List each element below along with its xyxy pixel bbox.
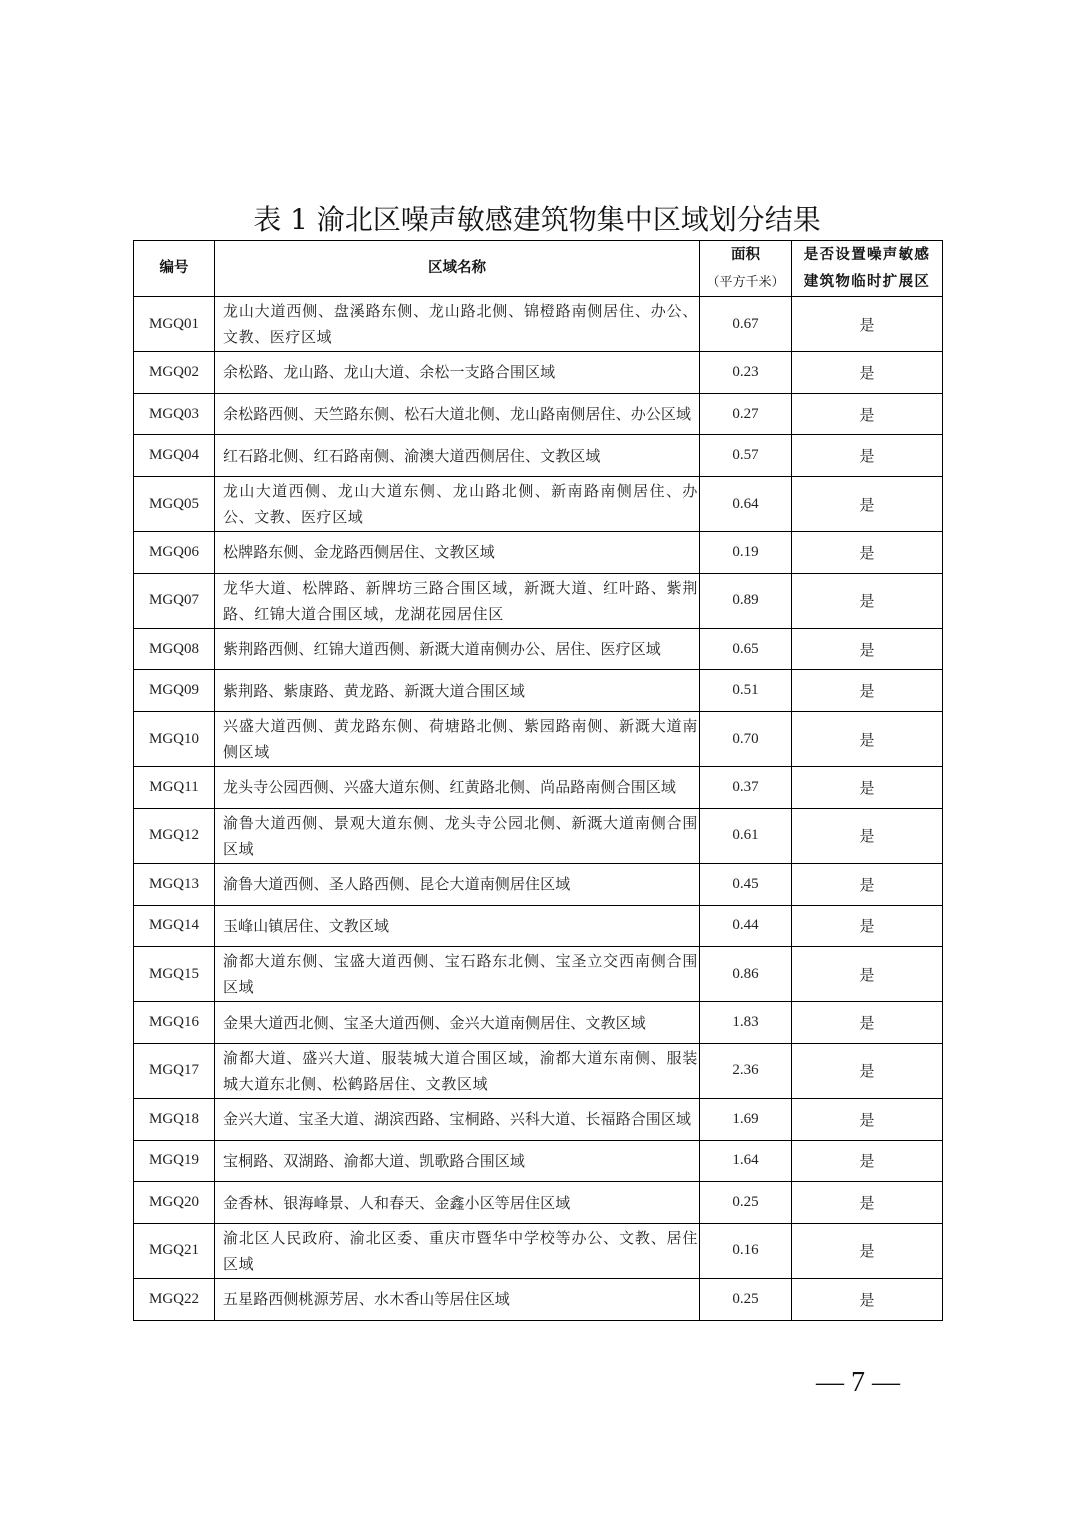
region-id-cell: MGQ20 <box>134 1182 215 1224</box>
table-row <box>134 1223 943 1278</box>
area-cell: 0.37 <box>700 767 792 809</box>
table-row <box>134 1182 943 1224</box>
table-row <box>134 573 943 628</box>
area-cell: 0.57 <box>700 435 792 477</box>
area-cell: 0.27 <box>700 393 792 435</box>
area-cell: 0.51 <box>700 670 792 712</box>
extension-flag-cell: 是 <box>792 905 943 947</box>
area-cell: 0.70 <box>700 712 792 767</box>
extension-flag-cell: 是 <box>792 1002 943 1044</box>
header-extension: 是否设置噪声敏感建筑物临时扩展区 <box>792 241 943 297</box>
table-row <box>134 1098 943 1140</box>
area-cell: 0.61 <box>700 808 792 863</box>
area-cell: 0.64 <box>700 477 792 532</box>
region-name-cell: 玉峰山镇居住、文教区域 <box>215 905 700 947</box>
extension-flag-cell: 是 <box>792 477 943 532</box>
area-cell: 2.36 <box>700 1043 792 1098</box>
area-cell: 1.64 <box>700 1140 792 1182</box>
region-id-cell: MGQ14 <box>134 905 215 947</box>
extension-flag-cell: 是 <box>792 947 943 1002</box>
region-name-cell: 龙山大道西侧、龙山大道东侧、龙山路北侧、新南路南侧居住、办公、文教、医疗区域 <box>215 477 700 532</box>
extension-flag-cell: 是 <box>792 1278 943 1320</box>
region-id-cell: MGQ17 <box>134 1043 215 1098</box>
area-cell: 0.19 <box>700 532 792 574</box>
table-row <box>134 767 943 809</box>
extension-flag-cell: 是 <box>792 1182 943 1224</box>
table-row <box>134 863 943 905</box>
region-id-cell: MGQ08 <box>134 628 215 670</box>
region-name-cell: 渝都大道、盛兴大道、服装城大道合围区域，渝都大道东南侧、服装城大道东北侧、松鹤路居住、文教区域 <box>215 1043 700 1098</box>
region-id-cell: MGQ05 <box>134 477 215 532</box>
region-id-cell: MGQ12 <box>134 808 215 863</box>
area-cell: 0.67 <box>700 297 792 352</box>
table-row <box>134 628 943 670</box>
region-id-cell: MGQ07 <box>134 573 215 628</box>
extension-flag-cell: 是 <box>792 393 943 435</box>
region-name-cell: 龙头寺公园西侧、兴盛大道东侧、红黄路北侧、尚品路南侧合围区域 <box>215 767 700 809</box>
header-area-unit: （平方千米） <box>706 274 785 290</box>
region-id-cell: MGQ18 <box>134 1098 215 1140</box>
table-row <box>134 905 943 947</box>
extension-flag-cell: 是 <box>792 808 943 863</box>
zone-table <box>133 240 943 1321</box>
table-body <box>134 297 943 1321</box>
region-name-cell: 金兴大道、宝圣大道、湖滨西路、宝桐路、兴科大道、长福路合围区域 <box>215 1098 700 1140</box>
region-id-cell: MGQ16 <box>134 1002 215 1044</box>
region-name-cell: 紫荆路、紫康路、黄龙路、新溉大道合围区域 <box>215 670 700 712</box>
table-row <box>134 1043 943 1098</box>
header-name: 区域名称 <box>215 241 700 297</box>
table-row <box>134 808 943 863</box>
region-id-cell: MGQ03 <box>134 393 215 435</box>
table-row <box>134 532 943 574</box>
area-cell: 0.23 <box>700 352 792 394</box>
table-header <box>134 241 943 297</box>
region-name-cell: 金果大道西北侧、宝圣大道西侧、金兴大道南侧居住、文教区域 <box>215 1002 700 1044</box>
table-row <box>134 352 943 394</box>
table-row <box>134 1002 943 1044</box>
region-id-cell: MGQ21 <box>134 1223 215 1278</box>
area-cell: 0.89 <box>700 573 792 628</box>
region-name-cell: 余松路、龙山路、龙山大道、余松一支路合围区域 <box>215 352 700 394</box>
region-name-cell: 兴盛大道西侧、黄龙路东侧、荷塘路北侧、紫园路南侧、新溉大道南侧区域 <box>215 712 700 767</box>
table-row <box>134 393 943 435</box>
area-cell: 0.44 <box>700 905 792 947</box>
region-name-cell: 紫荆路西侧、红锦大道西侧、新溉大道南侧办公、居住、医疗区域 <box>215 628 700 670</box>
region-id-cell: MGQ13 <box>134 863 215 905</box>
extension-flag-cell: 是 <box>792 573 943 628</box>
extension-flag-cell: 是 <box>792 297 943 352</box>
region-name-cell: 宝桐路、双湖路、渝都大道、凯歌路合围区域 <box>215 1140 700 1182</box>
region-name-cell: 渝鲁大道西侧、景观大道东侧、龙头寺公园北侧、新溉大道南侧合围区域 <box>215 808 700 863</box>
region-name-cell: 渝都大道东侧、宝盛大道西侧、宝石路东北侧、宝圣立交西南侧合围区域 <box>215 947 700 1002</box>
region-name-cell: 红石路北侧、红石路南侧、渝澳大道西侧居住、文教区域 <box>215 435 700 477</box>
table-row <box>134 947 943 1002</box>
area-cell: 0.25 <box>700 1182 792 1224</box>
table-title: 表 1 渝北区噪声敏感建筑物集中区域划分结果 <box>253 203 821 236</box>
header-id: 编号 <box>134 241 215 297</box>
region-name-cell: 龙华大道、松牌路、新牌坊三路合围区域，新溉大道、红叶路、紫荆路、红锦大道合围区域，龙湖花园居住区 <box>215 573 700 628</box>
region-name-cell: 金香林、银海峰景、人和春天、金鑫小区等居住区域 <box>215 1182 700 1224</box>
extension-flag-cell: 是 <box>792 352 943 394</box>
page-number: — 7 — <box>816 1367 900 1398</box>
extension-flag-cell: 是 <box>792 532 943 574</box>
extension-flag-cell: 是 <box>792 1043 943 1098</box>
area-cell: 1.69 <box>700 1098 792 1140</box>
extension-flag-cell: 是 <box>792 863 943 905</box>
region-id-cell: MGQ04 <box>134 435 215 477</box>
region-id-cell: MGQ15 <box>134 947 215 1002</box>
region-name-cell: 龙山大道西侧、盘溪路东侧、龙山路北侧、锦橙路南侧居住、办公、文教、医疗区域 <box>215 297 700 352</box>
table-row <box>134 1140 943 1182</box>
region-name-cell: 渝鲁大道西侧、圣人路西侧、昆仑大道南侧居住区域 <box>215 863 700 905</box>
area-cell: 0.16 <box>700 1223 792 1278</box>
extension-flag-cell: 是 <box>792 767 943 809</box>
extension-flag-cell: 是 <box>792 435 943 477</box>
extension-flag-cell: 是 <box>792 628 943 670</box>
region-id-cell: MGQ09 <box>134 670 215 712</box>
region-id-cell: MGQ06 <box>134 532 215 574</box>
region-id-cell: MGQ02 <box>134 352 215 394</box>
region-name-cell: 渝北区人民政府、渝北区委、重庆市暨华中学校等办公、文教、居住区域 <box>215 1223 700 1278</box>
header-area-label: 面积 <box>731 246 760 263</box>
extension-flag-cell: 是 <box>792 670 943 712</box>
extension-flag-cell: 是 <box>792 1098 943 1140</box>
region-id-cell: MGQ10 <box>134 712 215 767</box>
table-row <box>134 1278 943 1320</box>
extension-flag-cell: 是 <box>792 712 943 767</box>
region-name-cell: 五星路西侧桃源芳居、水木香山等居住区域 <box>215 1278 700 1320</box>
region-id-cell: MGQ01 <box>134 297 215 352</box>
area-cell: 0.25 <box>700 1278 792 1320</box>
table-row <box>134 712 943 767</box>
header-row <box>134 241 943 297</box>
table-row <box>134 670 943 712</box>
area-cell: 1.83 <box>700 1002 792 1044</box>
area-cell: 0.45 <box>700 863 792 905</box>
area-cell: 0.86 <box>700 947 792 1002</box>
extension-flag-cell: 是 <box>792 1140 943 1182</box>
extension-flag-cell: 是 <box>792 1223 943 1278</box>
region-id-cell: MGQ22 <box>134 1278 215 1320</box>
table-row <box>134 477 943 532</box>
table-row <box>134 435 943 477</box>
table-row <box>134 297 943 352</box>
region-id-cell: MGQ11 <box>134 767 215 809</box>
area-cell: 0.65 <box>700 628 792 670</box>
region-name-cell: 松牌路东侧、金龙路西侧居住、文教区域 <box>215 532 700 574</box>
region-id-cell: MGQ19 <box>134 1140 215 1182</box>
region-name-cell: 余松路西侧、天竺路东侧、松石大道北侧、龙山路南侧居住、办公区域 <box>215 393 700 435</box>
header-area <box>700 241 792 297</box>
